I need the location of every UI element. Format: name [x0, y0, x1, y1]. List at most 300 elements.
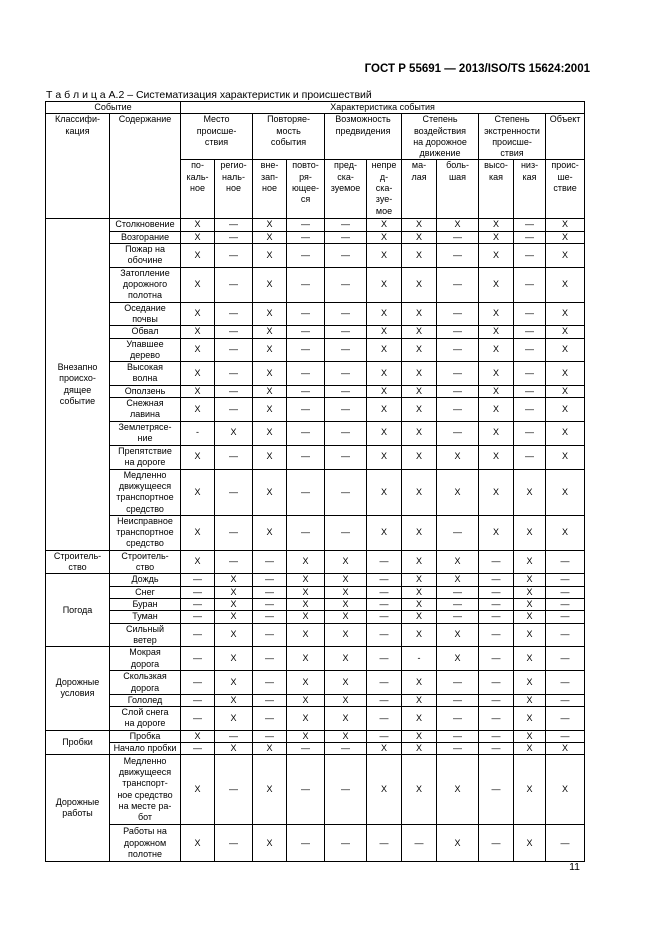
value-cell: — — [367, 694, 402, 706]
value-cell: — — [325, 244, 367, 268]
value-cell: — — [546, 574, 585, 586]
value-cell: — — [437, 244, 479, 268]
value-cell: — — [325, 385, 367, 397]
value-cell: — — [215, 219, 253, 231]
content-cell: Работы на дорожном полотне — [110, 825, 181, 862]
value-cell: X — [479, 515, 514, 550]
value-cell: X — [514, 611, 546, 623]
value-cell: — — [437, 385, 479, 397]
value-cell: X — [181, 385, 215, 397]
value-cell: — — [479, 671, 514, 695]
value-cell: — — [287, 267, 325, 302]
value-cell: X — [367, 244, 402, 268]
value-cell: — — [253, 586, 287, 598]
document-header: ГОСТ Р 55691 — 2013/ISO/TS 15624:2001 — [364, 63, 590, 75]
value-cell: — — [437, 707, 479, 731]
value-cell: - — [181, 421, 215, 445]
value-cell: X — [287, 611, 325, 623]
header-subcolumn: по- каль- ное — [181, 160, 215, 219]
value-cell: X — [367, 515, 402, 550]
value-cell: X — [479, 469, 514, 515]
value-cell: X — [215, 647, 253, 671]
value-cell: X — [479, 244, 514, 268]
value-cell: X — [514, 730, 546, 742]
value-cell: — — [367, 574, 402, 586]
value-cell: X — [546, 338, 585, 362]
value-cell: — — [514, 231, 546, 243]
value-cell: X — [437, 445, 479, 469]
value-cell: — — [215, 825, 253, 862]
value-cell: X — [325, 730, 367, 742]
value-cell: — — [367, 707, 402, 731]
value-cell: — — [546, 599, 585, 611]
value-cell: — — [181, 574, 215, 586]
value-cell: — — [215, 469, 253, 515]
value-cell: X — [367, 398, 402, 422]
value-cell: — — [325, 267, 367, 302]
value-cell: X — [437, 755, 479, 825]
value-cell: X — [546, 421, 585, 445]
value-cell: X — [402, 338, 437, 362]
value-cell: X — [367, 219, 402, 231]
value-cell: — — [514, 338, 546, 362]
value-cell: — — [437, 515, 479, 550]
value-cell: X — [479, 445, 514, 469]
value-cell: X — [367, 742, 402, 754]
value-cell: X — [546, 267, 585, 302]
value-cell: — — [325, 326, 367, 338]
value-cell: — — [546, 586, 585, 598]
value-cell: X — [181, 244, 215, 268]
value-cell: — — [215, 550, 253, 574]
value-cell: X — [514, 623, 546, 647]
value-cell: X — [402, 362, 437, 386]
value-cell: — — [181, 647, 215, 671]
value-cell: — — [479, 611, 514, 623]
content-cell: Обвал — [110, 326, 181, 338]
value-cell: X — [479, 362, 514, 386]
value-cell: — — [402, 825, 437, 862]
header-classification: Классифи- кация — [46, 114, 110, 219]
value-cell: — — [437, 421, 479, 445]
value-cell: X — [546, 244, 585, 268]
value-cell: X — [181, 302, 215, 326]
value-cell: X — [402, 730, 437, 742]
header-subcolumn: вне- зап- ное — [253, 160, 287, 219]
value-cell: X — [367, 326, 402, 338]
value-cell: — — [181, 742, 215, 754]
value-cell: X — [402, 244, 437, 268]
value-cell: X — [215, 611, 253, 623]
value-cell: X — [253, 219, 287, 231]
value-cell: — — [215, 755, 253, 825]
value-cell: X — [402, 707, 437, 731]
value-cell: — — [514, 219, 546, 231]
value-cell: X — [181, 362, 215, 386]
value-cell: X — [181, 825, 215, 862]
value-cell: — — [287, 398, 325, 422]
value-cell: — — [479, 730, 514, 742]
value-cell: — — [287, 469, 325, 515]
value-cell: X — [402, 694, 437, 706]
value-cell: X — [367, 445, 402, 469]
value-cell: — — [287, 755, 325, 825]
value-cell: — — [479, 825, 514, 862]
value-cell: — — [325, 362, 367, 386]
value-cell: X — [287, 574, 325, 586]
value-cell: X — [514, 707, 546, 731]
value-cell: — — [437, 671, 479, 695]
value-cell: X — [215, 742, 253, 754]
value-cell: X — [437, 647, 479, 671]
content-cell: Столкновение — [110, 219, 181, 231]
value-cell: — — [253, 623, 287, 647]
content-cell: Буран — [110, 599, 181, 611]
content-cell: Возгорание — [110, 231, 181, 243]
value-cell: X — [546, 755, 585, 825]
value-cell: X — [402, 550, 437, 574]
value-cell: — — [437, 362, 479, 386]
content-cell: Землетрясе- ние — [110, 421, 181, 445]
value-cell: X — [287, 599, 325, 611]
header-group: Степень экстренности происше- ствия — [479, 114, 546, 160]
value-cell: X — [546, 385, 585, 397]
value-cell: — — [546, 671, 585, 695]
classification-cell: Погода — [46, 574, 110, 647]
value-cell: — — [287, 231, 325, 243]
value-cell: X — [367, 385, 402, 397]
value-cell: — — [437, 326, 479, 338]
value-cell: X — [402, 755, 437, 825]
value-cell: — — [367, 550, 402, 574]
value-cell: — — [325, 398, 367, 422]
value-cell: — — [546, 647, 585, 671]
value-cell: X — [402, 469, 437, 515]
value-cell: X — [325, 694, 367, 706]
value-cell: — — [253, 599, 287, 611]
value-cell: X — [325, 586, 367, 598]
header-subcolumn: непре д- ска- зуе- мое — [367, 160, 402, 219]
value-cell: X — [402, 267, 437, 302]
classification-cell: Дорожные работы — [46, 755, 110, 862]
value-cell: — — [253, 611, 287, 623]
value-cell: — — [325, 421, 367, 445]
value-cell: — — [546, 694, 585, 706]
content-cell: Высокая волна — [110, 362, 181, 386]
value-cell: X — [402, 326, 437, 338]
value-cell: — — [514, 445, 546, 469]
value-cell: X — [402, 671, 437, 695]
value-cell: X — [402, 515, 437, 550]
value-cell: X — [253, 362, 287, 386]
value-cell: — — [325, 825, 367, 862]
value-cell: X — [546, 362, 585, 386]
value-cell: — — [325, 515, 367, 550]
value-cell: — — [546, 611, 585, 623]
value-cell: X — [253, 231, 287, 243]
value-cell: — — [287, 421, 325, 445]
value-cell: X — [253, 469, 287, 515]
value-cell: — — [287, 326, 325, 338]
value-cell: X — [215, 421, 253, 445]
value-cell: X — [479, 267, 514, 302]
header-event: Событие — [46, 102, 181, 114]
value-cell: — — [479, 647, 514, 671]
content-cell: Сильный ветер — [110, 623, 181, 647]
value-cell: — — [367, 825, 402, 862]
content-cell: Строитель- ство — [110, 550, 181, 574]
value-cell: — — [367, 647, 402, 671]
value-cell: X — [514, 574, 546, 586]
value-cell: X — [287, 550, 325, 574]
value-cell: X — [367, 469, 402, 515]
value-cell: — — [253, 694, 287, 706]
header-subcolumn: регио- наль- ное — [215, 160, 253, 219]
value-cell: X — [181, 267, 215, 302]
value-cell: X — [546, 469, 585, 515]
table-caption: Т а б л и ц а А.2 – Систематизация характеристик и происшествий — [46, 89, 372, 101]
value-cell: X — [181, 445, 215, 469]
value-cell: — — [253, 707, 287, 731]
value-cell: — — [546, 550, 585, 574]
value-cell: X — [215, 599, 253, 611]
value-cell: X — [325, 707, 367, 731]
value-cell: X — [514, 755, 546, 825]
value-cell: X — [479, 326, 514, 338]
value-cell: — — [437, 730, 479, 742]
content-cell: Начало пробки — [110, 742, 181, 754]
value-cell: — — [479, 586, 514, 598]
value-cell: X — [253, 398, 287, 422]
value-cell: X — [215, 671, 253, 695]
value-cell: — — [437, 338, 479, 362]
value-cell: — — [514, 421, 546, 445]
value-cell: — — [479, 599, 514, 611]
header-characteristic: Характеристика события — [181, 102, 585, 114]
value-cell: — — [215, 244, 253, 268]
value-cell: X — [479, 398, 514, 422]
value-cell: — — [546, 707, 585, 731]
value-cell: — — [215, 302, 253, 326]
value-cell: X — [402, 302, 437, 326]
value-cell: — — [215, 445, 253, 469]
value-cell: — — [287, 244, 325, 268]
value-cell: — — [215, 231, 253, 243]
value-cell: X — [287, 623, 325, 647]
value-cell: X — [325, 611, 367, 623]
value-cell: — — [325, 219, 367, 231]
value-cell: — — [367, 586, 402, 598]
value-cell: X — [215, 574, 253, 586]
value-cell: X — [546, 219, 585, 231]
value-cell: — — [479, 755, 514, 825]
value-cell: X — [546, 231, 585, 243]
value-cell: X — [367, 231, 402, 243]
value-cell: X — [402, 574, 437, 586]
value-cell: — — [479, 694, 514, 706]
value-cell: X — [514, 599, 546, 611]
content-cell: Оползень — [110, 385, 181, 397]
value-cell: X — [546, 445, 585, 469]
value-cell: X — [402, 421, 437, 445]
value-cell: — — [287, 385, 325, 397]
value-cell: — — [367, 623, 402, 647]
classification-cell: Дорожные условия — [46, 647, 110, 730]
value-cell: X — [514, 694, 546, 706]
value-cell: — — [181, 623, 215, 647]
value-cell: — — [514, 267, 546, 302]
value-cell: X — [514, 742, 546, 754]
value-cell: X — [402, 742, 437, 754]
value-cell: X — [546, 302, 585, 326]
value-cell: — — [253, 647, 287, 671]
value-cell: X — [479, 421, 514, 445]
value-cell: — — [181, 599, 215, 611]
content-cell: Медленно движущееся транспорт- ное средство на месте ра- бот — [110, 755, 181, 825]
value-cell: — — [287, 515, 325, 550]
value-cell: X — [514, 671, 546, 695]
classification-cell: Пробки — [46, 730, 110, 755]
content-cell: Препятствие на дороге — [110, 445, 181, 469]
value-cell: X — [181, 398, 215, 422]
classification-cell: Строитель- ство — [46, 550, 110, 574]
value-cell: X — [325, 550, 367, 574]
value-cell: — — [367, 611, 402, 623]
value-cell: X — [546, 326, 585, 338]
content-cell: Скользкая дорога — [110, 671, 181, 695]
value-cell: X — [253, 338, 287, 362]
value-cell: X — [253, 421, 287, 445]
value-cell: X — [402, 398, 437, 422]
value-cell: X — [367, 338, 402, 362]
value-cell: X — [325, 647, 367, 671]
value-cell: — — [514, 302, 546, 326]
value-cell: X — [367, 755, 402, 825]
value-cell: — — [479, 623, 514, 647]
value-cell: X — [253, 742, 287, 754]
value-cell: — — [437, 398, 479, 422]
value-cell: X — [215, 586, 253, 598]
value-cell: X — [437, 825, 479, 862]
value-cell: X — [514, 825, 546, 862]
value-cell: X — [437, 469, 479, 515]
value-cell: — — [479, 550, 514, 574]
content-cell: Медленно движущееся транспортное средство — [110, 469, 181, 515]
value-cell: X — [181, 515, 215, 550]
value-cell: — — [437, 599, 479, 611]
value-cell: X — [287, 647, 325, 671]
value-cell: X — [253, 445, 287, 469]
classification-cell: Внезапно происхо- дящее событие — [46, 219, 110, 550]
value-cell: X — [546, 742, 585, 754]
value-cell: X — [325, 671, 367, 695]
value-cell: X — [514, 586, 546, 598]
value-cell: — — [287, 825, 325, 862]
value-cell: X — [253, 515, 287, 550]
value-cell: — — [181, 694, 215, 706]
header-group: Повторяе- мость события — [253, 114, 325, 160]
value-cell: — — [287, 338, 325, 362]
value-cell: X — [181, 219, 215, 231]
value-cell: — — [215, 362, 253, 386]
content-cell: Пожар на обочине — [110, 244, 181, 268]
value-cell: — — [325, 742, 367, 754]
value-cell: X — [181, 550, 215, 574]
value-cell: — — [181, 586, 215, 598]
content-cell: Снежная лавина — [110, 398, 181, 422]
value-cell: — — [325, 302, 367, 326]
value-cell: X — [479, 231, 514, 243]
value-cell: — — [437, 742, 479, 754]
content-cell: Затопление дорожного полотна — [110, 267, 181, 302]
content-cell: Оседание почвы — [110, 302, 181, 326]
value-cell: — — [215, 385, 253, 397]
value-cell: — — [367, 599, 402, 611]
characteristics-table — [45, 101, 585, 862]
value-cell: X — [253, 244, 287, 268]
value-cell: — — [181, 611, 215, 623]
value-cell: X — [215, 707, 253, 731]
value-cell: — — [367, 671, 402, 695]
value-cell: — — [367, 730, 402, 742]
value-cell: — — [325, 231, 367, 243]
header-subcolumn: ма- лая — [402, 160, 437, 219]
content-cell: Упавшее дерево — [110, 338, 181, 362]
value-cell: X — [287, 694, 325, 706]
value-cell: — — [253, 730, 287, 742]
value-cell: X — [479, 385, 514, 397]
value-cell: X — [546, 398, 585, 422]
value-cell: X — [181, 326, 215, 338]
value-cell: — — [253, 574, 287, 586]
value-cell: — — [437, 694, 479, 706]
value-cell: — — [479, 742, 514, 754]
value-cell: - — [402, 647, 437, 671]
value-cell: — — [514, 244, 546, 268]
value-cell: X — [367, 267, 402, 302]
value-cell: — — [325, 338, 367, 362]
content-cell: Слой снега на дороге — [110, 707, 181, 731]
value-cell: X — [437, 623, 479, 647]
value-cell: — — [325, 469, 367, 515]
content-cell: Туман — [110, 611, 181, 623]
value-cell: — — [546, 825, 585, 862]
value-cell: X — [402, 445, 437, 469]
value-cell: X — [402, 231, 437, 243]
value-cell: — — [514, 326, 546, 338]
value-cell: X — [181, 338, 215, 362]
header-group: Объект — [546, 114, 585, 160]
value-cell: X — [402, 611, 437, 623]
page-number: 11 — [569, 861, 580, 873]
value-cell: — — [287, 445, 325, 469]
content-cell: Мокрая дорога — [110, 647, 181, 671]
value-cell: X — [181, 730, 215, 742]
value-cell: X — [402, 623, 437, 647]
value-cell: X — [181, 231, 215, 243]
value-cell: X — [479, 219, 514, 231]
header-subcolumn: повто- ря- ющее- ся — [287, 160, 325, 219]
value-cell: X — [546, 515, 585, 550]
value-cell: X — [253, 385, 287, 397]
value-cell: X — [253, 825, 287, 862]
value-cell: — — [479, 574, 514, 586]
value-cell: — — [514, 385, 546, 397]
value-cell: — — [437, 586, 479, 598]
value-cell: X — [215, 623, 253, 647]
value-cell: X — [181, 469, 215, 515]
value-cell: X — [181, 755, 215, 825]
